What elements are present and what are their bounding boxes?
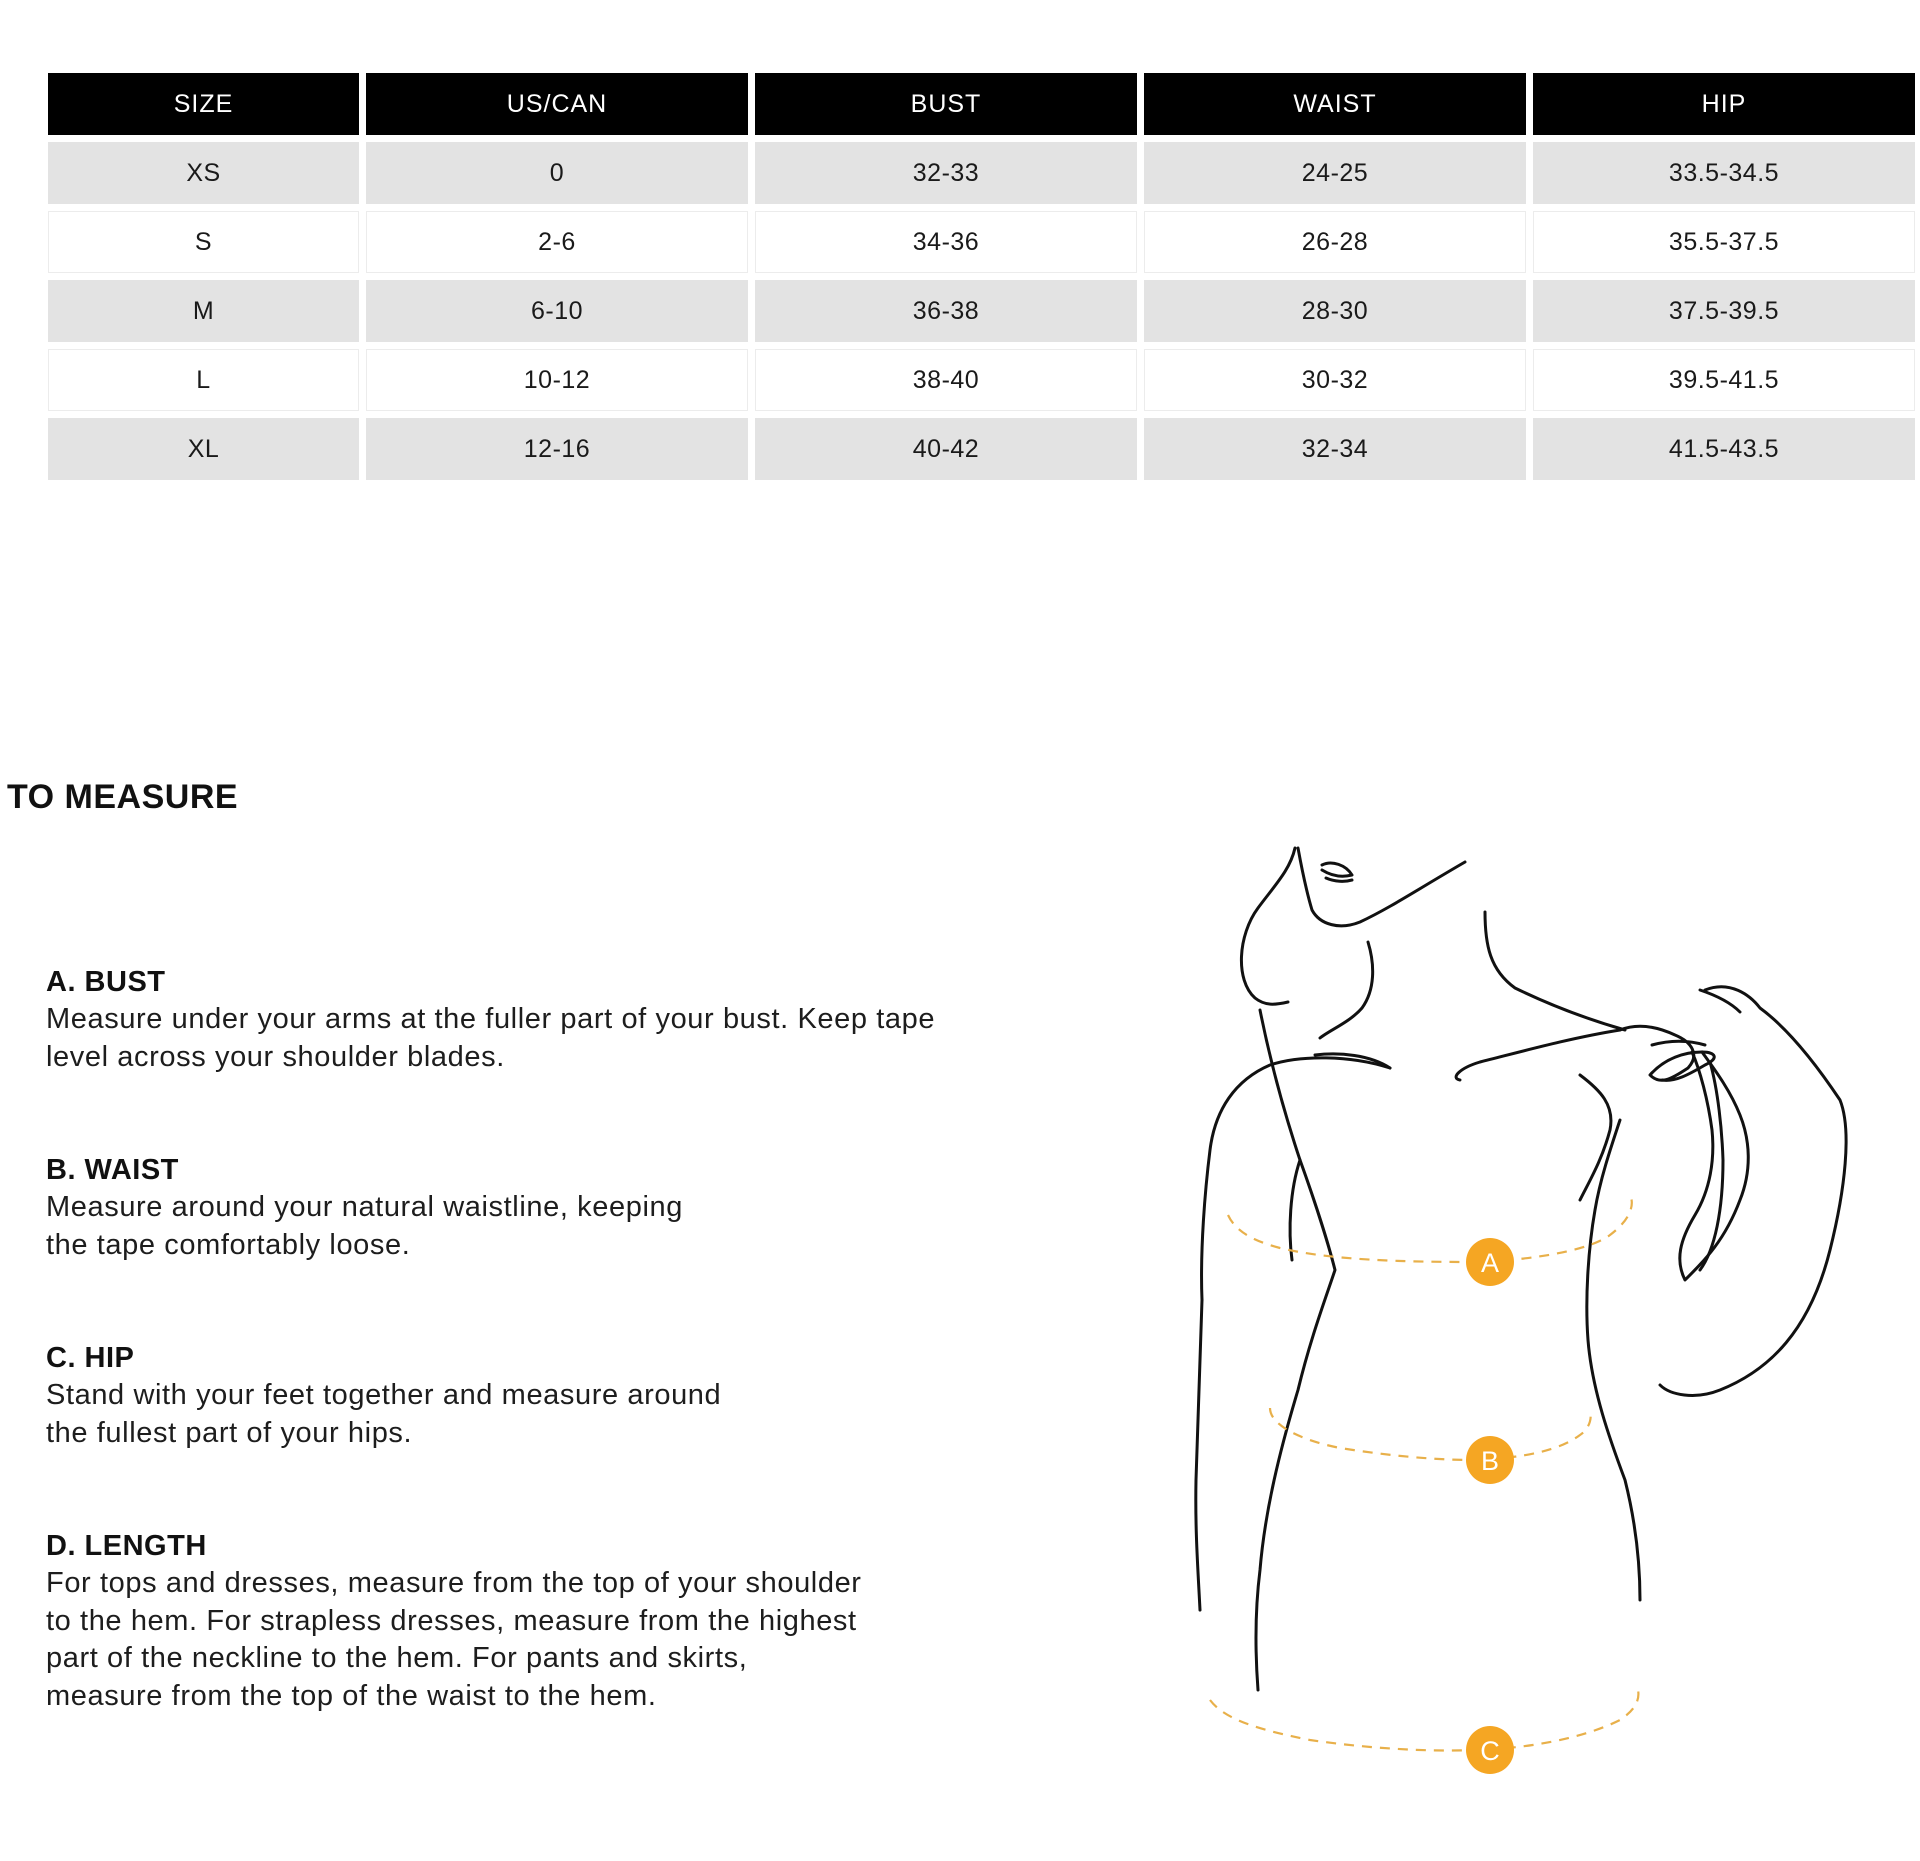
header-us-can: US/CAN	[366, 73, 748, 135]
to-measure-title: TO MEASURE	[7, 778, 239, 816]
hip-tape	[1210, 1690, 1638, 1751]
marker-a-label: A	[1480, 1248, 1500, 1278]
row-xs-bust: 32-33	[755, 142, 1137, 204]
size-chart-table	[48, 73, 1912, 480]
row-xl-hip: 41.5-43.5	[1533, 418, 1915, 480]
header-hip: HIP	[1533, 73, 1915, 135]
measure-heading-hip: C. HIP	[46, 1342, 135, 1374]
row-s-us-can: 2-6	[366, 211, 748, 273]
neck-back	[1485, 912, 1625, 1030]
eye	[1322, 863, 1352, 881]
row-l-size: L	[48, 349, 359, 411]
torso-right	[1587, 1120, 1640, 1600]
row-s-size: S	[48, 211, 359, 273]
row-m-bust: 36-38	[755, 280, 1137, 342]
row-xl-size: XL	[48, 418, 359, 480]
measure-text-line: For tops and dresses, measure from the top of your shoulder	[46, 1567, 862, 1599]
waist-tape	[1270, 1408, 1591, 1460]
body-line-drawing	[1140, 830, 1900, 1830]
header-bust: BUST	[755, 73, 1137, 135]
header-waist: WAIST	[1144, 73, 1526, 135]
row-m-size: M	[48, 280, 359, 342]
measure-text-line: the tape comfortably loose.	[46, 1228, 411, 1261]
row-m-waist: 28-30	[1144, 280, 1526, 342]
torso-left	[1256, 1010, 1335, 1690]
measure-text-line: to the hem. For strapless dresses, measure from the highest	[46, 1604, 857, 1637]
hair-outline	[1241, 848, 1295, 1004]
row-l-hip: 39.5-41.5	[1533, 349, 1915, 411]
measure-text-line: part of the neckline to the hem. For pants and skirts,	[46, 1642, 748, 1674]
marker-b-label: B	[1480, 1446, 1500, 1476]
row-l-waist: 30-32	[1144, 349, 1526, 411]
row-s-bust: 34-36	[755, 211, 1137, 273]
torso-left-inner	[1290, 1160, 1300, 1260]
row-m-hip: 37.5-39.5	[1533, 280, 1915, 342]
row-xl-waist: 32-34	[1144, 418, 1526, 480]
measure-heading-length: D. LENGTH	[46, 1530, 207, 1562]
row-s-hip: 35.5-37.5	[1533, 211, 1915, 273]
marker-a	[1466, 1238, 1514, 1286]
measure-heading-waist: B. WAIST	[46, 1154, 179, 1186]
body-measurement-illustration	[1140, 830, 1900, 1830]
marker-b	[1466, 1436, 1514, 1484]
measure-item-waist	[46, 1151, 1046, 1264]
row-m-us-can: 6-10	[366, 280, 748, 342]
row-xs-size: XS	[48, 142, 359, 204]
measure-text-line: Measure around your natural waistline, keeping	[46, 1191, 683, 1223]
marker-c-label: C	[1480, 1736, 1500, 1766]
measure-item-bust	[46, 963, 1046, 1076]
neck-front	[1320, 942, 1373, 1038]
measure-text-line: Measure under your arms at the fuller part of your bust. Keep tape	[46, 1003, 936, 1035]
header-size: SIZE	[48, 73, 359, 135]
measure-item-hip	[46, 1339, 1046, 1452]
row-s-waist: 26-28	[1144, 211, 1526, 273]
arm-right-outer	[1660, 987, 1846, 1396]
measure-heading-bust: A. BUST	[46, 966, 166, 998]
marker-c	[1466, 1726, 1514, 1774]
row-xs-us-can: 0	[366, 142, 748, 204]
row-xs-waist: 24-25	[1144, 142, 1526, 204]
left-arm-outer	[1196, 1300, 1202, 1610]
measure-text-line: measure from the top of the waist to the hem.	[46, 1679, 657, 1712]
row-xl-us-can: 12-16	[366, 418, 748, 480]
row-l-bust: 38-40	[755, 349, 1137, 411]
face-profile	[1298, 848, 1465, 926]
row-xl-bust: 40-42	[755, 418, 1137, 480]
back-curve	[1580, 1075, 1611, 1200]
right-shoulder	[1456, 1030, 1620, 1080]
measure-text-line: the fullest part of your hips.	[46, 1416, 413, 1449]
measure-text-line: Stand with your feet together and measure around	[46, 1379, 722, 1411]
row-l-us-can: 10-12	[366, 349, 748, 411]
measure-item-length	[46, 1527, 1046, 1715]
measure-text-line: level across your shoulder blades.	[46, 1040, 505, 1073]
row-xs-hip: 33.5-34.5	[1533, 142, 1915, 204]
